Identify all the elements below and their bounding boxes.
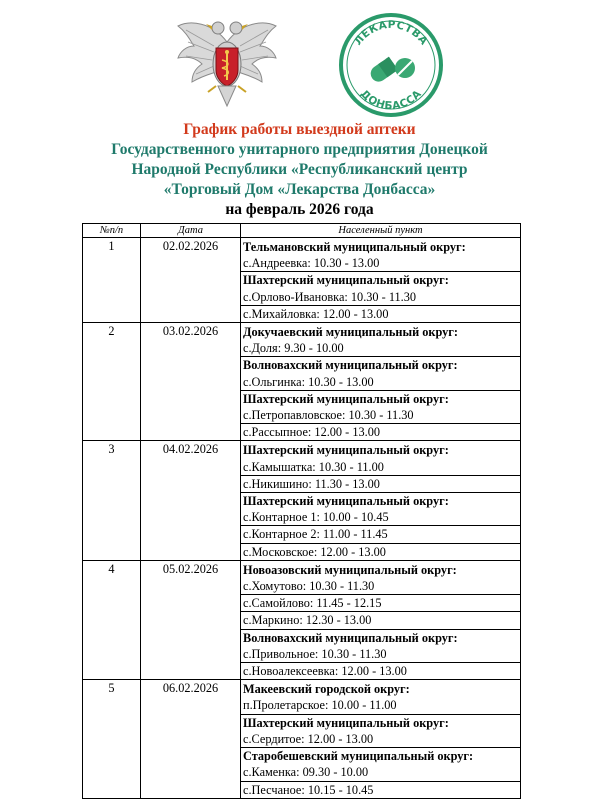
row-number: 1 [83, 238, 141, 323]
schedule-body [83, 238, 521, 799]
district-name: Шахтерский муниципальный округ: [243, 494, 449, 509]
district-name: Макеевский городской округ: [243, 682, 410, 697]
district-block [243, 238, 518, 272]
svg-text:ДОНБАССА: ДОНБАССА [357, 87, 425, 113]
district-name: Докучаевский муниципальный округ: [243, 325, 458, 340]
heading-line-1: График работы выездной аптеки [183, 121, 416, 138]
row-number: 3 [83, 441, 141, 560]
settlement-time: с.Михайловка: 12.00 - 13.00 [243, 306, 389, 321]
district-name: Шахтерский муниципальный округ: [243, 273, 449, 288]
district-name: Волновахский муниципальный округ: [243, 358, 458, 373]
header-logos [0, 10, 599, 120]
schedule-table [82, 223, 521, 799]
svg-text:ЛЕКАРСТВА: ЛЕКАРСТВА [352, 18, 430, 48]
settlement-time: с.Андреевка: 10.30 - 13.00 [241, 255, 520, 272]
settlement-time: с.Московское: 12.00 - 13.00 [243, 544, 386, 559]
settlement-time: с.Петропавловское: 10.30 - 11.30 [241, 407, 520, 424]
settlement-time: с.Контарное 1: 10.00 - 10.45 [241, 509, 520, 526]
district-block [243, 272, 518, 322]
heading-line-4: «Торговый Дом «Лекарства Донбасса» [163, 181, 436, 198]
settlement-time: с.Камышатка: 10.30 - 11.00 [241, 459, 520, 476]
district-block [243, 630, 518, 680]
district-name: Волновахский муниципальный округ: [243, 630, 458, 645]
settlement-time: с.Песчаное: 10.15 - 10.45 [243, 782, 374, 797]
row-date: 04.02.2026 [141, 441, 241, 560]
district-name: Тельмановский муниципальный округ: [243, 240, 466, 254]
settlement-time: с.Новоалексеевка: 12.00 - 13.00 [243, 664, 407, 679]
settlement-time: с.Сердитое: 12.00 - 13.00 [241, 731, 520, 748]
row-number: 4 [83, 560, 141, 679]
settlement-time: с.Рассыпное: 12.00 - 13.00 [243, 425, 380, 440]
settlement-time: с.Хомутово: 10.30 - 11.30 [241, 578, 520, 595]
district-block [243, 561, 518, 630]
district-block [243, 391, 518, 441]
district-block [243, 493, 518, 560]
district-block [243, 441, 518, 493]
row-number: 2 [83, 323, 141, 441]
row-date: 02.02.2026 [141, 238, 241, 323]
row-locations [241, 441, 521, 560]
table-row [83, 441, 521, 560]
heading-line-3: Народной Республики «Республиканский центр [131, 161, 468, 178]
settlement-time: с.Орлово-Ивановка: 10.30 - 11.30 [241, 289, 520, 306]
header-num: №п/п [83, 224, 141, 238]
table-header-row [83, 224, 521, 238]
lekarstva-donbassa-logo [338, 12, 444, 118]
row-locations [241, 680, 521, 798]
district-name: Шахтерский муниципальный округ: [243, 715, 449, 730]
settlement-time: с.Привольное: 10.30 - 11.30 [241, 646, 520, 663]
header-location: Населенный пункт [241, 224, 521, 238]
district-name: Шахтерский муниципальный округ: [243, 391, 449, 406]
settlement-time: с.Никишино: 11.30 - 13.00 [241, 476, 520, 493]
settlement-time: с.Доля: 9.30 - 10.00 [241, 340, 520, 357]
settlement-time: с.Ольгинка: 10.30 - 13.00 [241, 374, 520, 391]
table-row [83, 680, 521, 798]
document-heading [0, 120, 599, 220]
table-row [83, 323, 521, 441]
district-block [243, 748, 518, 798]
row-locations [241, 323, 521, 441]
settlement-time: с.Контарное 2: 11.00 - 11.45 [241, 526, 520, 543]
district-block [243, 715, 518, 748]
district-block [243, 680, 518, 714]
district-name: Шахтерский муниципальный округ: [243, 443, 449, 458]
settlement-time: с.Каменка: 09.30 - 10.00 [241, 764, 520, 781]
dpr-coat-of-arms-icon [172, 12, 282, 108]
heading-line-5: на февраль 2026 года [225, 201, 374, 218]
row-number: 5 [83, 680, 141, 798]
settlement-time: с.Самойлово: 11.45 - 12.15 [241, 595, 520, 612]
row-date: 03.02.2026 [141, 323, 241, 441]
row-date: 05.02.2026 [141, 560, 241, 679]
heading-line-2: Государственного унитарного предприятия Донецкой [111, 141, 488, 158]
district-name: Новоазовский муниципальный округ: [243, 562, 457, 577]
district-block [243, 357, 518, 390]
table-row [83, 560, 521, 679]
settlement-time: с.Маркино: 12.30 - 13.00 [241, 612, 520, 629]
district-name: Старобешевский муниципальный округ: [243, 749, 474, 764]
row-locations [241, 560, 521, 679]
header-date: Дата [141, 224, 241, 238]
table-row [83, 238, 521, 323]
settlement-time: п.Пролетарское: 10.00 - 11.00 [241, 697, 520, 714]
row-date: 06.02.2026 [141, 680, 241, 798]
row-locations [241, 238, 521, 323]
district-block [243, 323, 518, 357]
